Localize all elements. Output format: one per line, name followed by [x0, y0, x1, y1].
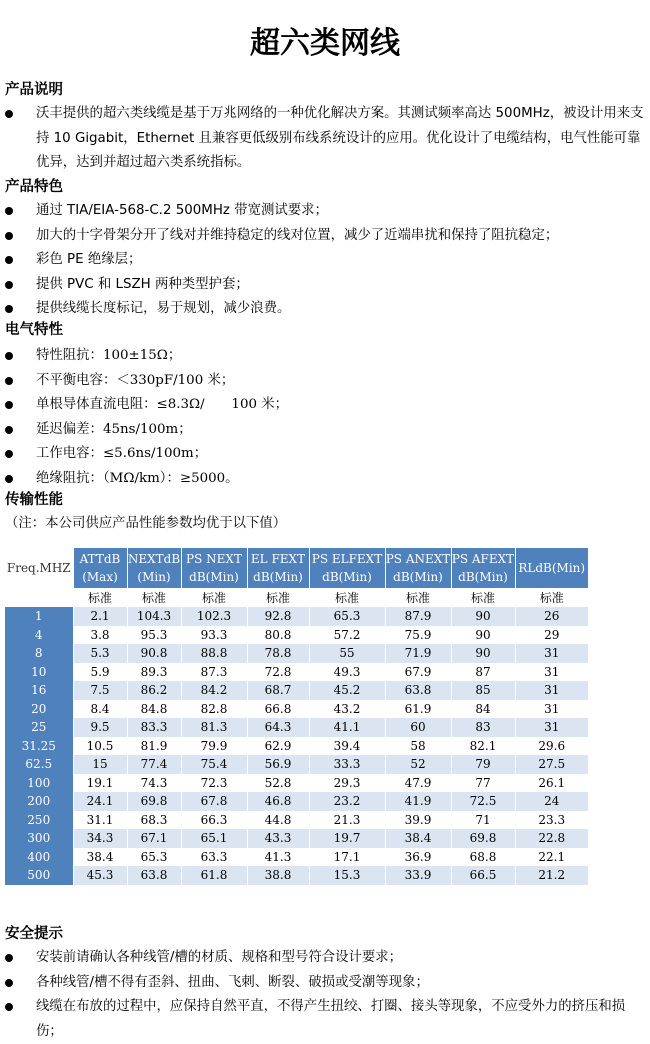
table-cell: 77.4	[127, 755, 181, 774]
list-item	[0, 946, 650, 971]
table-cell: 68.8	[451, 848, 515, 867]
table-row	[5, 607, 588, 626]
table-cell: 79.9	[181, 737, 247, 756]
freq-cell: 400	[5, 848, 73, 867]
list-item	[0, 442, 650, 467]
electrical-text: 绝缘阻抗：（MΩ/km）：≥5000。	[36, 470, 239, 486]
table-cell: 81.3	[181, 718, 247, 737]
table-cell: 31	[515, 718, 588, 737]
feature-text: 提供线缆长度标记，易于规划，减少浪费。	[36, 301, 291, 316]
list-item	[0, 273, 650, 298]
table-cell: 38.4	[73, 848, 127, 867]
table-cell: 21.3	[309, 811, 385, 830]
table-cell: 67.8	[181, 792, 247, 811]
bullet-icon	[5, 954, 13, 962]
table-cell: 45.3	[73, 866, 127, 885]
table-row	[5, 829, 588, 848]
table-cell: 38.8	[247, 866, 309, 885]
table-cell: 87.3	[181, 663, 247, 682]
table-cell: 41.9	[385, 792, 451, 811]
table-row	[5, 811, 588, 830]
feature-text: 通过 TIA/EIA-568-C.2 500MHz 带宽测试要求；	[36, 203, 328, 218]
table-cell: 82.1	[451, 737, 515, 756]
table-cell: 56.9	[247, 755, 309, 774]
table-cell: 62.9	[247, 737, 309, 756]
table-cell: 34.3	[73, 829, 127, 848]
table-cell: 26.1	[515, 774, 588, 793]
table-cell: 23.3	[515, 811, 588, 830]
table-cell: 102.3	[181, 607, 247, 626]
table-cell: 65.3	[309, 607, 385, 626]
table-cell: 23.2	[309, 792, 385, 811]
standard-label: 标准	[309, 588, 385, 607]
freq-cell: 31.25	[5, 737, 73, 756]
table-cell: 39.4	[309, 737, 385, 756]
table-cell: 69.8	[451, 829, 515, 848]
table-cell: 83	[451, 718, 515, 737]
table-body	[5, 548, 588, 885]
table-row	[5, 792, 588, 811]
bullet-icon	[5, 305, 13, 313]
table-cell: 90	[451, 626, 515, 645]
electrical-text: 单根导体直流电阻：≤8.3Ω/ 100 米；	[36, 397, 289, 412]
bullet-icon	[5, 979, 13, 987]
table-cell: 63.8	[127, 866, 181, 885]
list-item	[0, 393, 650, 418]
table-cell: 87.9	[385, 607, 451, 626]
table-row	[5, 718, 588, 737]
table-cell: 66.8	[247, 700, 309, 719]
table-cell: 49.3	[309, 663, 385, 682]
table-cell: 22.8	[515, 829, 588, 848]
list-item	[0, 102, 650, 176]
table-cell: 65.3	[127, 848, 181, 867]
table-cell: 47.9	[385, 774, 451, 793]
table-row	[5, 866, 588, 885]
table-cell: 84.2	[181, 681, 247, 700]
table-cell: 67.1	[127, 829, 181, 848]
table-cell: 57.2	[309, 626, 385, 645]
feature-text: 提供 PVC 和 LSZH 两种类型护套；	[36, 276, 249, 292]
table-cell: 10.5	[73, 737, 127, 756]
table-cell: 29.6	[515, 737, 588, 756]
table-cell: 5.3	[73, 644, 127, 663]
bullet-icon	[5, 401, 13, 409]
table-row	[5, 774, 588, 793]
safety-list	[0, 946, 650, 1044]
table-cell: 52	[385, 755, 451, 774]
table-cell: 69.8	[127, 792, 181, 811]
feature-text: 加大的十字骨架分开了线对并维持稳定的线对位置，减少了近端串扰和保持了阻抗稳定；	[36, 227, 559, 243]
table-cell: 22.1	[515, 848, 588, 867]
section-heading-electrical: 电气特性	[5, 322, 63, 338]
feature-text: 彩色 PE 绝缘层；	[36, 252, 142, 267]
table-cell: 68.7	[247, 681, 309, 700]
table-cell: 79	[451, 755, 515, 774]
table-cell: 63.3	[181, 848, 247, 867]
table-cell: 80.8	[247, 626, 309, 645]
table-cell: 55	[309, 644, 385, 663]
column-header-rl: RLdB(Min)	[515, 548, 588, 588]
table-cell: 93.3	[181, 626, 247, 645]
table-cell: 36.9	[385, 848, 451, 867]
table-row	[5, 848, 588, 867]
safety-text: 安装前请确认各种线管/槽的材质、规格和型号符合设计要求；	[36, 950, 403, 965]
list-item	[0, 248, 650, 273]
table-cell: 46.8	[247, 792, 309, 811]
column-header-ps-next: PS NEXT dB(Min)	[181, 548, 247, 588]
table-cell: 17.1	[309, 848, 385, 867]
electrical-text: 工作电容：≤5.6ns/100m；	[36, 446, 208, 461]
table-cell: 31	[515, 681, 588, 700]
table-cell: 31	[515, 700, 588, 719]
table-row	[5, 681, 588, 700]
table-cell	[5, 588, 73, 607]
standard-label-row	[5, 588, 588, 607]
freq-cell: 300	[5, 829, 73, 848]
table-cell: 83.3	[127, 718, 181, 737]
table-row	[5, 663, 588, 682]
table-row	[5, 700, 588, 719]
table-cell: 43.2	[309, 700, 385, 719]
table-cell: 90	[451, 607, 515, 626]
column-header-att: ATTdB (Max)	[73, 548, 127, 588]
bullet-icon	[5, 426, 13, 434]
table-cell: 19.1	[73, 774, 127, 793]
table-cell: 90.8	[127, 644, 181, 663]
bullet-icon	[5, 110, 13, 118]
table-cell: 52.8	[247, 774, 309, 793]
table-cell: 63.8	[385, 681, 451, 700]
table-cell: 33.3	[309, 755, 385, 774]
bullet-icon	[5, 377, 13, 385]
column-header-ps-anext: PS ANEXT dB(Min)	[385, 548, 451, 588]
standard-label: 标准	[247, 588, 309, 607]
table-cell: 75.9	[385, 626, 451, 645]
table-cell: 7.5	[73, 681, 127, 700]
table-cell: 33.9	[385, 866, 451, 885]
standard-label: 标准	[451, 588, 515, 607]
column-header-ps-elfext: PS ELFEXT dB(Min)	[309, 548, 385, 588]
freq-cell: 16	[5, 681, 73, 700]
table-cell: 24	[515, 792, 588, 811]
table-cell: 44.8	[247, 811, 309, 830]
freq-cell: 200	[5, 792, 73, 811]
table-cell: 90	[451, 644, 515, 663]
table-cell: 92.8	[247, 607, 309, 626]
table-cell: 71.9	[385, 644, 451, 663]
freq-cell: 62.5	[5, 755, 73, 774]
table-row	[5, 626, 588, 645]
table-cell: 68.3	[127, 811, 181, 830]
table-cell: 72.3	[181, 774, 247, 793]
table-cell: 31	[515, 663, 588, 682]
table-cell: 71	[451, 811, 515, 830]
table-cell: 89.3	[127, 663, 181, 682]
table-cell: 84.8	[127, 700, 181, 719]
list-item	[0, 199, 650, 224]
table-cell: 15	[73, 755, 127, 774]
table-cell: 75.4	[181, 755, 247, 774]
list-item	[0, 971, 650, 996]
table-cell: 21.2	[515, 866, 588, 885]
table-cell: 61.9	[385, 700, 451, 719]
list-item	[0, 369, 650, 394]
description-list	[0, 102, 650, 176]
freq-cell: 100	[5, 774, 73, 793]
table-cell: 15.3	[309, 866, 385, 885]
table-cell: 24.1	[73, 792, 127, 811]
table-cell: 65.1	[181, 829, 247, 848]
table-cell: 86.2	[127, 681, 181, 700]
section-heading-features: 产品特色	[5, 179, 63, 195]
table-cell: 39.9	[385, 811, 451, 830]
table-header-row	[5, 548, 588, 588]
bullet-icon	[5, 1003, 13, 1011]
freq-cell: 250	[5, 811, 73, 830]
table-cell: 61.8	[181, 866, 247, 885]
table-cell: 31	[515, 644, 588, 663]
features-list	[0, 199, 650, 322]
section-heading-transmission: 传输性能	[5, 492, 63, 508]
table-cell: 2.1	[73, 607, 127, 626]
table-cell: 95.3	[127, 626, 181, 645]
standard-label: 标准	[385, 588, 451, 607]
table-cell: 72.8	[247, 663, 309, 682]
column-header-freq: Freq.MHZ	[5, 548, 73, 588]
freq-cell: 25	[5, 718, 73, 737]
transmission-note: （注：本公司供应产品性能参数均优于以下值）	[5, 516, 287, 531]
freq-cell: 4	[5, 626, 73, 645]
freq-cell: 500	[5, 866, 73, 885]
table-cell: 3.8	[73, 626, 127, 645]
section-heading-safety: 安全提示	[5, 926, 63, 942]
table-row	[5, 737, 588, 756]
table-cell: 81.9	[127, 737, 181, 756]
bullet-icon	[5, 475, 13, 483]
bullet-icon	[5, 256, 13, 264]
standard-label: 标准	[73, 588, 127, 607]
table-cell: 85	[451, 681, 515, 700]
table-cell: 41.3	[247, 848, 309, 867]
standard-label: 标准	[181, 588, 247, 607]
table-cell: 29	[515, 626, 588, 645]
table-cell: 82.8	[181, 700, 247, 719]
bullet-icon	[5, 232, 13, 240]
table-cell: 26	[515, 607, 588, 626]
table-row	[5, 644, 588, 663]
table-cell: 19.7	[309, 829, 385, 848]
table-cell: 87	[451, 663, 515, 682]
column-header-ps-afext: PS AFEXT dB(Min)	[451, 548, 515, 588]
table-cell: 66.5	[451, 866, 515, 885]
table-cell: 77	[451, 774, 515, 793]
electrical-text: 特性阻抗：100±15Ω；	[36, 348, 182, 363]
table-cell: 88.8	[181, 644, 247, 663]
table-cell: 38.4	[385, 829, 451, 848]
page-title: 超六类网线	[250, 26, 400, 62]
list-item	[0, 344, 650, 369]
bullet-icon	[5, 450, 13, 458]
table-cell: 8.4	[73, 700, 127, 719]
freq-cell: 20	[5, 700, 73, 719]
freq-cell: 1	[5, 607, 73, 626]
table-cell: 58	[385, 737, 451, 756]
safety-text: 线缆在布放的过程中，应保持自然平直，不得产生扭绞、打圈、接头等现象，不应受外力的挤压和损伤；	[36, 999, 626, 1039]
table-cell: 45.2	[309, 681, 385, 700]
performance-table	[5, 548, 588, 885]
list-item	[0, 467, 650, 492]
freq-cell: 10	[5, 663, 73, 682]
table-cell: 104.3	[127, 607, 181, 626]
table-row	[5, 755, 588, 774]
table-cell: 72.5	[451, 792, 515, 811]
safety-section	[5, 924, 63, 944]
bullet-icon	[5, 207, 13, 215]
table-cell: 5.9	[73, 663, 127, 682]
table-cell: 60	[385, 718, 451, 737]
safety-text: 各种线管/槽不得有歪斜、扭曲、飞刺、断裂、破损或受潮等现象；	[36, 974, 429, 990]
column-header-next: NEXTdB (Min)	[127, 548, 181, 588]
electrical-list	[0, 344, 650, 491]
table-cell: 43.3	[247, 829, 309, 848]
table-cell: 27.5	[515, 755, 588, 774]
bullet-icon	[5, 281, 13, 289]
freq-cell: 8	[5, 644, 73, 663]
bullet-icon	[5, 352, 13, 360]
column-header-el-fext: EL FEXT dB(Min)	[247, 548, 309, 588]
standard-label: 标准	[515, 588, 588, 607]
electrical-text: 不平衡电容：＜330pF/100 米；	[36, 372, 235, 388]
list-item	[0, 418, 650, 443]
table-cell: 78.8	[247, 644, 309, 663]
table-cell: 84	[451, 700, 515, 719]
list-item	[0, 224, 650, 249]
list-item	[0, 297, 650, 322]
table-cell: 29.3	[309, 774, 385, 793]
electrical-text: 延迟偏差：45ns/100m；	[36, 421, 192, 437]
section-heading-description: 产品说明	[5, 82, 63, 98]
list-item	[0, 995, 650, 1044]
table-cell: 9.5	[73, 718, 127, 737]
standard-label: 标准	[127, 588, 181, 607]
table-cell: 67.9	[385, 663, 451, 682]
table-cell: 64.3	[247, 718, 309, 737]
table-cell: 74.3	[127, 774, 181, 793]
table-cell: 41.1	[309, 718, 385, 737]
table-cell: 31.1	[73, 811, 127, 830]
description-text: 沃丰提供的超六类线缆是基于万兆网络的一种优化解决方案。其测试频率高达 500MHz，被设计用来支持 10 Gigabit，Ethernet 且兼容更低级别布线系统设计的应用。优化设计了电缆结构，电气性能可靠优异，达到并超过超六类系统指标。	[36, 106, 644, 170]
table-cell: 66.3	[181, 811, 247, 830]
